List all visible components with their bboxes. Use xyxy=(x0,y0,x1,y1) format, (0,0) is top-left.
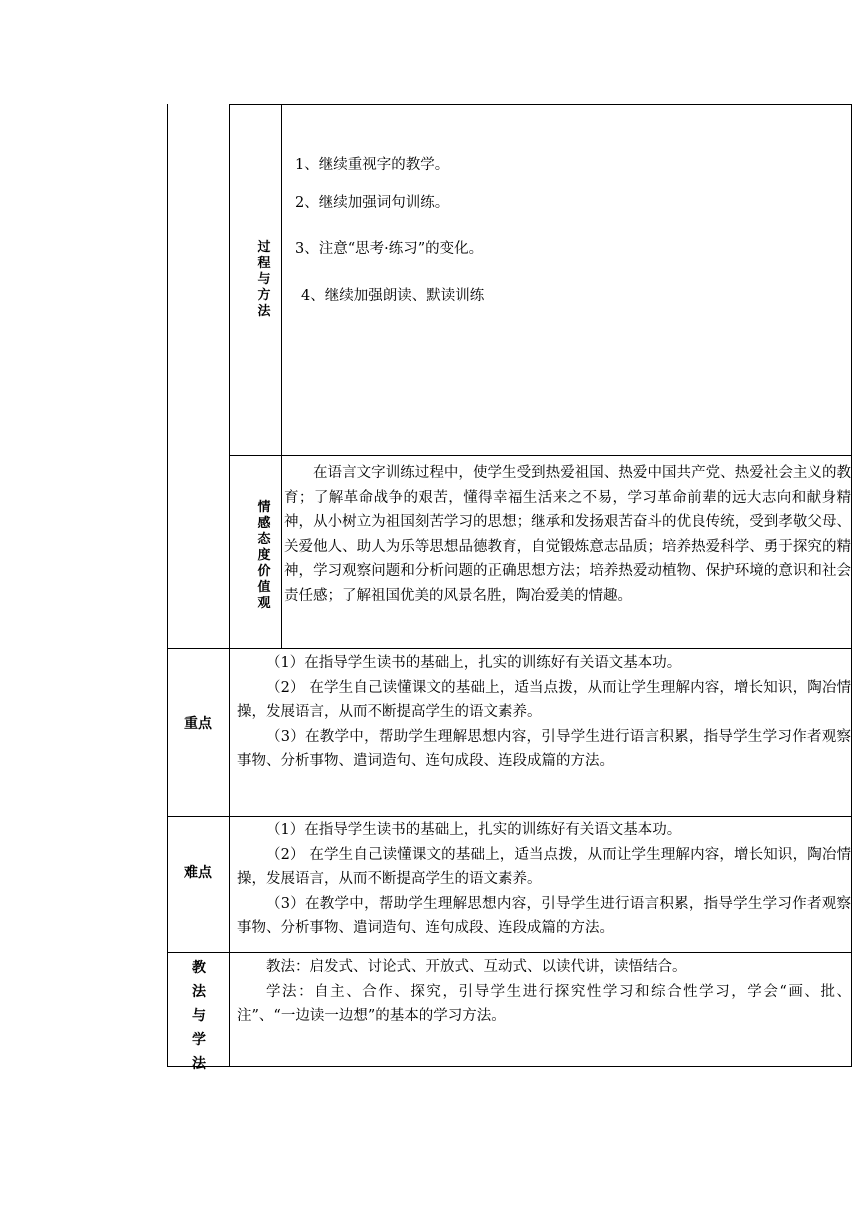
difficulty-2: （2） 在学生自己读懂课文的基础上，适当点拨，从而让学生理解内容，增长知识，陶冶情操，发展语言，从而不断提高学生的语文素养。 xyxy=(237,846,851,887)
row-divider-keypoints xyxy=(167,816,852,817)
difficulty-1: （1）在指导学生读书的基础上，扎实的训练好有关语文基本功。 xyxy=(266,822,682,838)
table-border-right xyxy=(851,104,852,1067)
table-divider-label xyxy=(229,104,230,1067)
emotion-values-text xyxy=(284,461,851,608)
process-item-3: 3、注意“思考·练习”的变化。 xyxy=(295,241,484,257)
difficulties-label: 难点 xyxy=(184,865,212,881)
table-border-left xyxy=(167,104,168,1067)
key-points-label: 重点 xyxy=(184,716,212,732)
key-point-2: （2） 在学生自己读懂课文的基础上，适当点拨，从而让学生理解内容，增长知识，陶冶情操，发展语言，从而不断提高学生的语文素养。 xyxy=(237,679,851,720)
key-point-1: （1）在指导学生读书的基础上，扎实的训练好有关语文基本功。 xyxy=(266,655,682,671)
key-point-3: （3）在教学中，帮助学生理解思想内容，引导学生进行语言积累，指导学生学习作者观察事物、分析事物、遣词造句、连句成段、连段成篇的方法。 xyxy=(237,728,851,769)
row-divider-emotion xyxy=(167,648,852,649)
table-border-top xyxy=(229,104,852,105)
methods-text xyxy=(237,955,851,1029)
methods-label: 教法与学法 xyxy=(192,960,206,1072)
row-divider-difficulties xyxy=(167,952,852,953)
process-item-4: 4、继续加强朗读、默读训练 xyxy=(301,288,485,304)
learning-method: 学法：自主、合作、探究，引导学生进行探究性学习和综合性学习，学会“画、批、注”、“一边读一边想”的基本的学习方法。 xyxy=(237,983,851,1024)
process-method-label: 过程与方法 xyxy=(257,240,271,319)
key-points-text xyxy=(237,651,851,774)
process-item-1: 1、继续重视字的教学。 xyxy=(295,157,450,173)
table-divider-sublabel xyxy=(281,104,282,649)
difficulties-text xyxy=(237,818,851,941)
emotion-values-label: 情感态度价值观 xyxy=(257,500,271,611)
table-border-bottom xyxy=(167,1066,852,1067)
difficulty-3: （3）在教学中，帮助学生理解思想内容，引导学生进行语言积累，指导学生学习作者观察事物、分析事物、遣词造句、连句成段、连段成篇的方法。 xyxy=(237,895,851,936)
teaching-method: 教法：启发式、讨论式、开放式、互动式、以读代讲，读悟结合。 xyxy=(266,959,687,975)
process-item-2: 2、继续加强词句训练。 xyxy=(295,195,450,211)
row-divider-process xyxy=(229,455,852,456)
emotion-values-paragraph: 在语言文字训练过程中，使学生受到热爱祖国、热爱中国共产党、热爱社会主义的教育；了解革命战争的艰苦，懂得幸福生活来之不易，学习革命前辈的远大志向和献身精神，从小树立为祖国刻苦学习的思想；继承和发扬艰苦奋斗的优良传统，受到孝敬父母、关爱他人、助人为乐等思想品德教育，自觉锻炼意志品质；培养热爱科学、勇于探究的精神，学习观察问题和分析问题的正确思想方法；培养热爱动植物、保护环境的意识和社会责任感；了解祖国优美的风景名胜，陶冶爱美的情趣。 xyxy=(284,465,851,604)
